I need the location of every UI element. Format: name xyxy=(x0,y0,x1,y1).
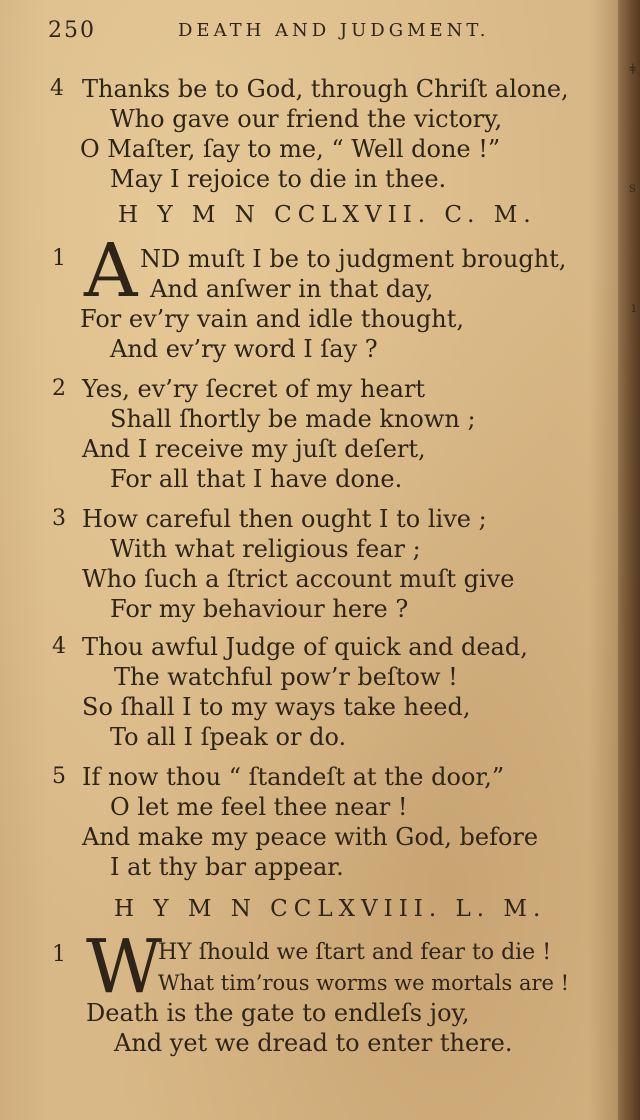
verse-line: What tim’rous worms we mortals are ! xyxy=(158,971,570,995)
stanza-number: 4 xyxy=(52,634,66,659)
verse-line: O let me feel thee near ! xyxy=(110,793,408,821)
verse-line: HY ſhould we ſtart and fear to die ! xyxy=(158,940,552,965)
verse-line: For all that I have done. xyxy=(110,465,403,493)
page-number: 250 xyxy=(48,18,96,43)
edge-mark: ǂ xyxy=(629,62,636,78)
verse-line: Yes, ev’ry ſecret of my heart xyxy=(82,375,426,403)
drop-cap: W xyxy=(86,924,163,1010)
verse-line: Who ſuch a ſtrict account muſt give xyxy=(82,565,515,593)
stanza-number: 1 xyxy=(52,942,66,967)
page-header xyxy=(48,18,608,48)
verse-line: I at thy bar appear. xyxy=(110,853,344,881)
verse-line: If now thou “ ſtandeſt at the door,” xyxy=(82,763,505,791)
verse-line: Thanks be to God, through Chriſt alone, xyxy=(82,75,569,103)
adjacent-page-edge xyxy=(618,0,640,1120)
stanza-number: 2 xyxy=(52,376,66,401)
hymn-title: H Y M N CCLXVIII. L. M. xyxy=(114,896,547,922)
edge-mark: ı xyxy=(631,300,636,316)
verse-line: For my behaviour here ? xyxy=(110,595,409,623)
verse-line: And make my peace with God, before xyxy=(82,823,539,851)
verse-line: For ev’ry vain and idle thought, xyxy=(80,305,464,333)
verse-line: How careful then ought I to live ; xyxy=(82,505,487,533)
verse-line: May I rejoice to die in thee. xyxy=(110,165,447,193)
stanza-number: 3 xyxy=(52,506,66,531)
hymn-title: H Y M N CCLXVII. C. M. xyxy=(118,202,537,228)
running-head: DEATH AND JUDGMENT. xyxy=(178,20,490,41)
verse-line: And yet we dread to enter there. xyxy=(114,1029,513,1057)
verse-line: And I receive my juſt deſert, xyxy=(82,435,426,463)
drop-cap: A xyxy=(84,228,138,314)
edge-mark: s xyxy=(628,180,636,196)
verse-line: Death is the gate to endleſs joy, xyxy=(86,999,470,1027)
verse-line: Shall ſhortly be made known ; xyxy=(110,405,476,433)
verse-line: O Maſter, ſay to me, “ Well done !” xyxy=(80,135,501,163)
stanza-number: 1 xyxy=(52,246,66,271)
verse-line: The watchful pow’r beſtow ! xyxy=(114,663,458,691)
verse-line: To all I ſpeak or do. xyxy=(110,723,347,751)
verse-line: ND muſt I be to judgment brought, xyxy=(140,245,567,273)
verse-line: With what religious fear ; xyxy=(110,535,421,563)
verse-line: Who gave our friend the victory, xyxy=(110,105,503,133)
stanza-number: 5 xyxy=(52,764,66,789)
verse-line: And anſwer in that day, xyxy=(150,275,434,303)
verse-line: And ev’ry word I ſay ? xyxy=(110,335,378,363)
stanza-number: 4 xyxy=(50,76,64,101)
verse-line: So ſhall I to my ways take heed, xyxy=(82,693,471,721)
verse-line: Thou awful Judge of quick and dead, xyxy=(82,633,528,661)
